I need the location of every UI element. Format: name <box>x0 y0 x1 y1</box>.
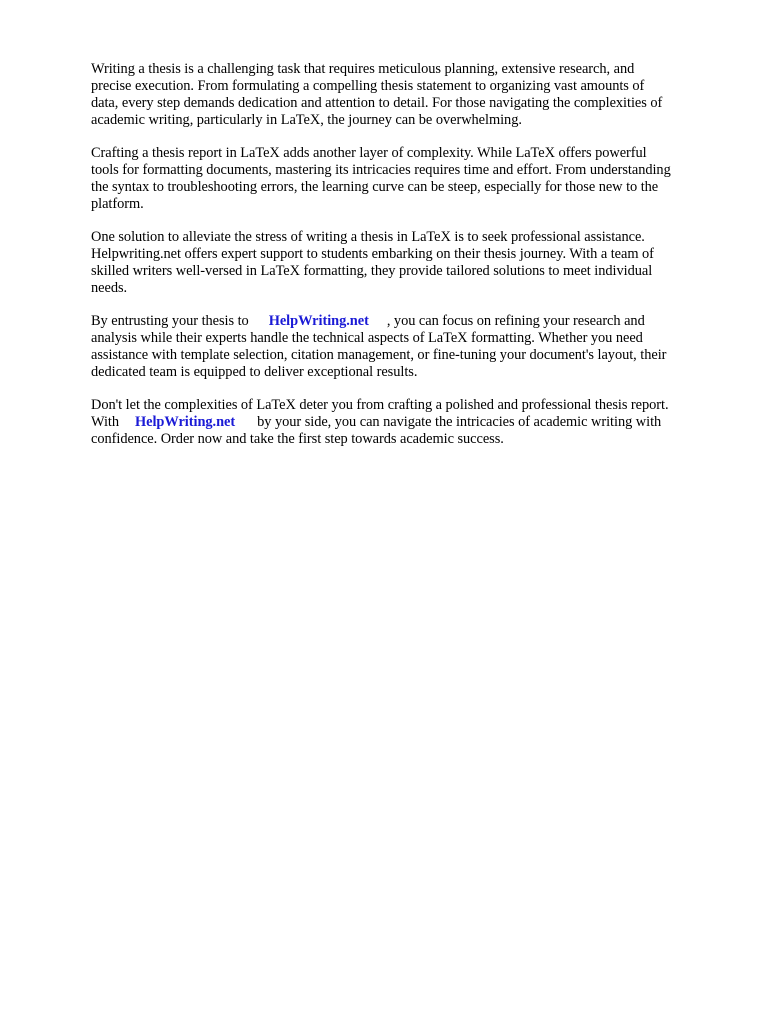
paragraph-5-after: by your side, you can navigate the intricacies of academic writing with confidence. Order now and take the first step towards academic success. <box>91 414 662 447</box>
paragraph-4-before: By entrusting your thesis to <box>91 313 249 329</box>
paragraph-2: Crafting a thesis report in LaTeX adds another layer of complexity. While LaTeX offers powerful tools for formatting documents, mastering its intricacies requires time and effort. From understanding the syntax to troubleshooting errors, the learning curve can be steep, especially for those new to the platform. <box>91 145 671 212</box>
paragraph-4 <box>91 313 731 381</box>
paragraph-1: Writing a thesis is a challenging task that requires meticulous planning, extensive research, and precise execution. From formulating a compelling thesis statement to organizing vast amounts of data, every step demands dedication and attention to detail. For those navigating the complexities of academic writing, particularly in LaTeX, the journey can be overwhelming. <box>91 61 663 128</box>
helpwriting-link[interactable]: HelpWriting.net <box>268 313 369 329</box>
helpwriting-link-2[interactable]: HelpWriting.net <box>135 414 236 430</box>
paragraph-4-after: , you can focus on refining your research and analysis while their experts handle the technical aspects of LaTeX formatting. Whether you need assistance with template selection, citation management, or fine-tuning your document's layout, their dedicated team is equipped to deliver exceptional results. <box>91 313 667 380</box>
document-page <box>91 61 731 464</box>
paragraph-5 <box>91 397 731 448</box>
paragraph-3: One solution to alleviate the stress of writing a thesis in LaTeX is to seek professional assistance. Helpwriting.net offers expert support to students embarking on their thesis journey. With a team of skilled writers well-versed in LaTeX formatting, they provide tailored solutions to meet individual needs. <box>91 229 654 296</box>
paragraph-5-before: Don't let the complexities of LaTeX deter you from crafting a polished and professional thesis report. With <box>91 397 669 430</box>
